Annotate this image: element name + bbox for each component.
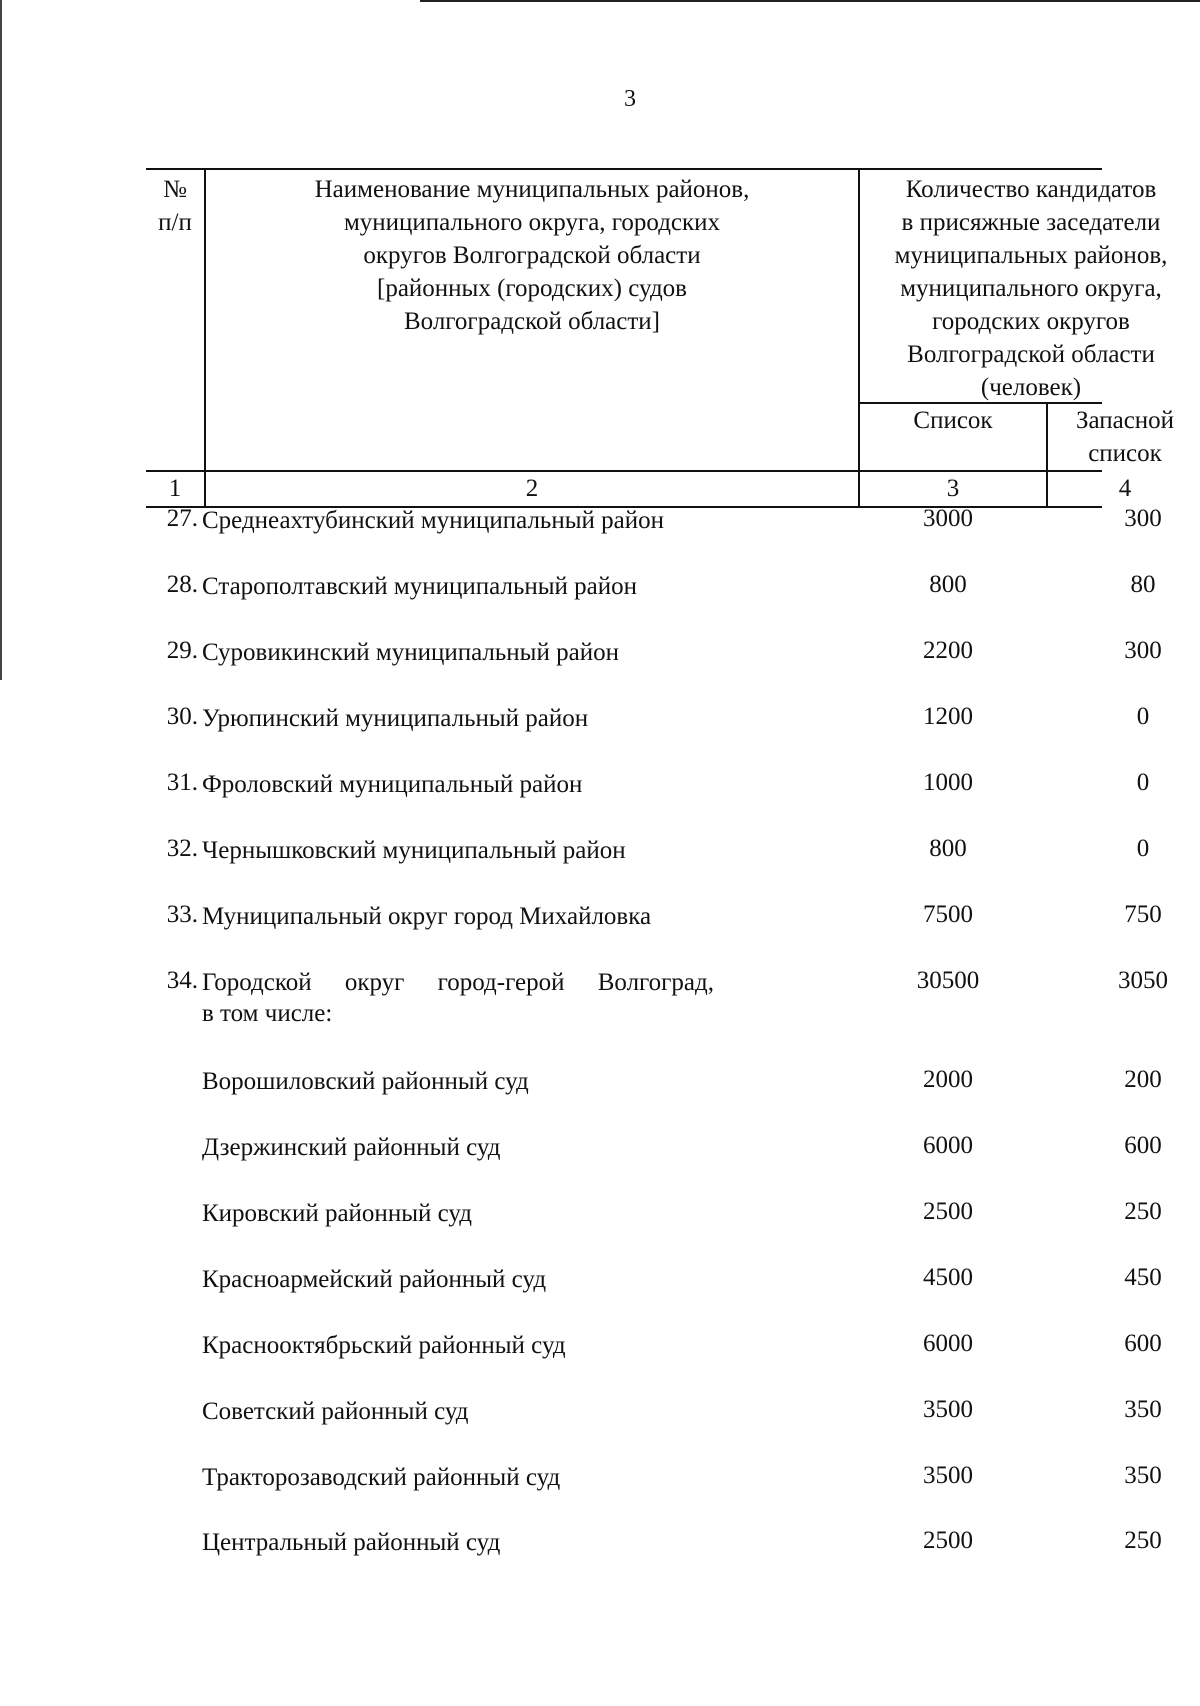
column-number: 4 [1118, 475, 1132, 502]
table-row [146, 901, 1162, 961]
table-row [146, 769, 1150, 829]
table-row [146, 967, 1168, 1063]
header-num-line: п/п [158, 209, 192, 236]
header-count-line: Количество кандидатов [905, 176, 1157, 203]
row-name: Тракторозаводский районный суд [202, 1464, 561, 1491]
row-reserve: 0 [1136, 703, 1150, 730]
row-name: Чернышковский муниципальный район [202, 837, 626, 864]
row-num: 33. [166, 901, 198, 928]
table-row [146, 1264, 1162, 1324]
row-num: 30. [166, 703, 198, 730]
row-reserve: 300 [1124, 637, 1162, 664]
row-name: Суровикинский муниципальный район [202, 639, 619, 666]
row-list: 800 [929, 571, 967, 598]
column-number: 3 [946, 475, 960, 502]
page-number: 3 [624, 86, 636, 112]
row-list: 7500 [923, 901, 973, 928]
row-list: 3500 [923, 1462, 973, 1489]
header-count-line: в присяжные заседатели [901, 209, 1161, 236]
row-list: 2200 [923, 637, 973, 664]
row-name: Советский районный суд [202, 1398, 469, 1425]
row-name: Красноармейский районный суд [202, 1266, 547, 1293]
row-num: 28. [166, 571, 198, 598]
header-list: Список [913, 407, 993, 434]
row-list: 1200 [923, 703, 973, 730]
header-reserve [1048, 404, 1200, 470]
header-reserve-line: список [1088, 440, 1162, 467]
row-reserve: 250 [1124, 1527, 1162, 1554]
row-name: Кировский районный суд [202, 1200, 473, 1227]
row-list: 3500 [923, 1396, 973, 1423]
table-header [146, 168, 1175, 508]
row-name: Краснооктябрьский районный суд [202, 1332, 566, 1359]
row-reserve: 750 [1124, 901, 1162, 928]
header-count-line: муниципального округа, [900, 275, 1162, 302]
header-count [860, 173, 1200, 404]
row-name: Старополтавский муниципальный район [202, 573, 637, 600]
row-reserve: 200 [1124, 1066, 1162, 1093]
table-row [146, 505, 1162, 565]
row-name: Муниципальный округ город Михайловка [202, 903, 652, 930]
row-list: 30500 [916, 967, 980, 994]
table-row [146, 1396, 1162, 1456]
row-num: 27. [166, 505, 198, 532]
table-row [146, 835, 1150, 895]
table-row [146, 1066, 1162, 1126]
row-reserve: 600 [1124, 1330, 1162, 1357]
table-row [146, 637, 1162, 697]
table-row [146, 1198, 1162, 1258]
header-name-line: Наименование муниципальных районов, [314, 176, 750, 203]
row-reserve: 0 [1136, 769, 1150, 796]
table-row [146, 1527, 1162, 1587]
row-num: 34. [166, 967, 198, 994]
scan-edge-top [420, 0, 1200, 2]
header-count-line: городских округов [932, 308, 1130, 335]
table-row [146, 1330, 1162, 1390]
row-list: 6000 [923, 1330, 973, 1357]
header-name-line: округов Волгоградской области [363, 242, 701, 269]
row-list: 1000 [923, 769, 973, 796]
row-name: Среднеахтубинский муниципальный район [202, 507, 664, 534]
row-name: Фроловский муниципальный район [202, 771, 583, 798]
row-num: 31. [166, 769, 198, 796]
header-name-line: Волгоградской области] [403, 308, 661, 335]
row-list: 2000 [923, 1066, 973, 1093]
header-name-line: муниципального округа, городских [343, 209, 721, 236]
row-reserve: 350 [1124, 1396, 1162, 1423]
row-name [202, 967, 714, 1029]
table-row [146, 1132, 1162, 1192]
row-reserve: 3050 [1118, 967, 1168, 994]
header-num [146, 173, 204, 239]
row-list: 6000 [923, 1132, 973, 1159]
header-reserve-line: Запасной [1075, 407, 1175, 434]
row-num: 29. [166, 637, 198, 664]
row-list: 3000 [923, 505, 973, 532]
row-reserve: 250 [1124, 1198, 1162, 1225]
row-list: 2500 [923, 1527, 973, 1554]
table-row [146, 703, 1150, 763]
column-number: 2 [525, 475, 539, 502]
row-reserve: 600 [1124, 1132, 1162, 1159]
jurors-table [146, 168, 1175, 508]
header-count-line: муниципальных районов, [894, 242, 1168, 269]
table-row [146, 1462, 1162, 1522]
header-name-line: [районных (городских) судов [377, 275, 687, 302]
row-name: Центральный районный суд [202, 1529, 501, 1556]
row-name: Урюпинский муниципальный район [202, 705, 589, 732]
row-list: 2500 [923, 1198, 973, 1225]
row-reserve: 450 [1124, 1264, 1162, 1291]
row-reserve: 350 [1124, 1462, 1162, 1489]
row-list: 800 [929, 835, 967, 862]
row-name: Дзержинский районный суд [202, 1134, 501, 1161]
row-name-line: Городской округ город-герой Волгоград, [202, 969, 714, 996]
row-reserve: 80 [1130, 571, 1156, 598]
row-name-line: в том числе: [202, 1000, 333, 1027]
row-reserve: 0 [1136, 835, 1150, 862]
header-count-line: Волгоградской области [907, 341, 1155, 368]
column-number: 1 [168, 475, 182, 502]
row-num: 32. [166, 835, 198, 862]
row-name: Ворошиловский районный суд [202, 1068, 529, 1095]
header-name [206, 173, 858, 338]
table-row [146, 571, 1156, 631]
row-reserve: 300 [1124, 505, 1162, 532]
header-num-line: № [163, 176, 187, 203]
header-count-line: (человек) [980, 374, 1082, 401]
row-list: 4500 [923, 1264, 973, 1291]
